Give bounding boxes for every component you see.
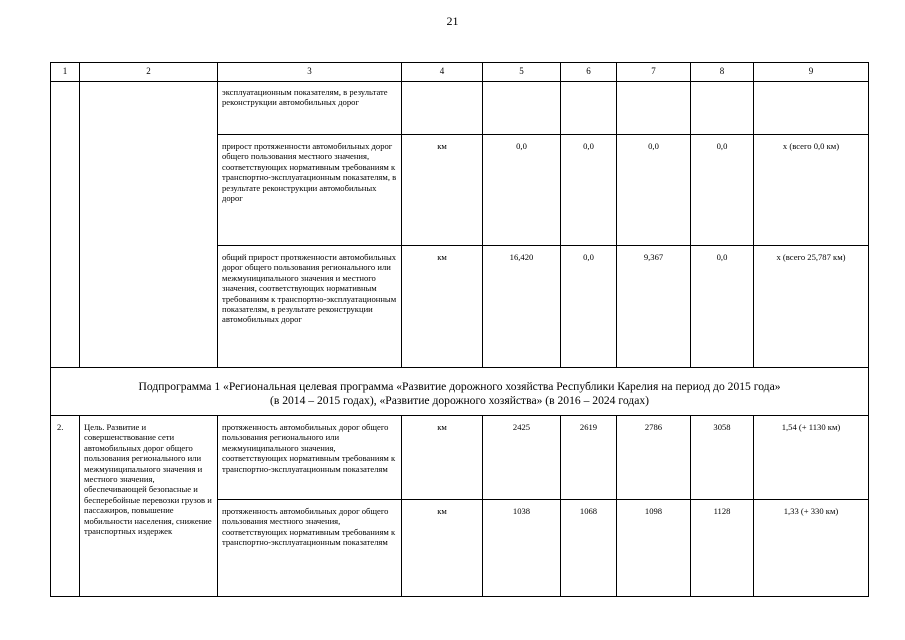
value-2014-cell: 0,0 bbox=[483, 135, 561, 246]
subprogram-heading bbox=[51, 368, 869, 416]
value-2015-cell: 2619 bbox=[561, 416, 617, 500]
column-header: 4 bbox=[402, 63, 483, 82]
subprogram-line-1: Подпрограмма 1 «Региональная целевая программа «Развитие дорожного хозяйства Республики Карелия на период до 2015 года» bbox=[138, 380, 781, 393]
unit-cell: км bbox=[402, 246, 483, 368]
value-2014-cell: 1038 bbox=[483, 500, 561, 597]
value-2014-cell bbox=[483, 82, 561, 135]
value-2017-cell: 0,0 bbox=[691, 246, 754, 368]
table-row bbox=[51, 82, 869, 135]
unit-cell: км bbox=[402, 500, 483, 597]
value-2017-cell bbox=[691, 82, 754, 135]
row-number-cell: 2. bbox=[51, 416, 80, 597]
goal-cell bbox=[80, 82, 218, 368]
page-number: 21 bbox=[446, 14, 459, 28]
value-2014-cell: 2425 bbox=[483, 416, 561, 500]
value-2017-cell: 0,0 bbox=[691, 135, 754, 246]
value-2016-cell bbox=[617, 82, 691, 135]
subprogram-row bbox=[51, 368, 869, 416]
column-header: 2 bbox=[80, 63, 218, 82]
indicator-cell: общий прирост протяженности автомобильных дорог общего пользования регионального или межмуниципального значения и местного значения, соответствующих нормативным требованиям к транспортно-эксплуатационным показателям, в результате реконструкции автомобильных дорог bbox=[218, 246, 402, 368]
column-header: 7 bbox=[617, 63, 691, 82]
row-number-cell bbox=[51, 82, 80, 368]
unit-cell: км bbox=[402, 416, 483, 500]
column-header: 3 bbox=[218, 63, 402, 82]
value-2017-cell: 1128 bbox=[691, 500, 754, 597]
indicator-cell: протяженность автомобильных дорог общего пользования регионального или межмуниципального значения, соответствующих нормативным требованиям к транспортно-эксплуатационным показателям bbox=[218, 416, 402, 500]
column-header: 1 bbox=[51, 63, 80, 82]
subprogram-line-2: (в 2014 – 2015 годах), «Развитие дорожного хозяйства» (в 2016 – 2024 годах) bbox=[269, 394, 650, 407]
unit-cell: км bbox=[402, 135, 483, 246]
total-cell: 1,54 (+ 1130 км) bbox=[754, 416, 869, 500]
total-cell: х (всего 0,0 км) bbox=[754, 135, 869, 246]
value-2015-cell bbox=[561, 82, 617, 135]
table-row bbox=[51, 416, 869, 500]
indicator-cell: эксплуатационным показателям, в результате реконструкции автомобильных дорог bbox=[218, 82, 402, 135]
column-number-row bbox=[51, 63, 869, 82]
indicators-table bbox=[50, 62, 869, 597]
goal-cell: Цель. Развитие и совершенствование сети автомобильных дорог общего пользования регионального или межмуниципального значения и местного значения, обеспечивающей безопасные и бесперебойные перевозки грузов и пассажиров, повышение мобильности населения, снижение транспортных издержек bbox=[80, 416, 218, 597]
value-2016-cell: 2786 bbox=[617, 416, 691, 500]
value-2016-cell: 9,367 bbox=[617, 246, 691, 368]
value-2015-cell: 0,0 bbox=[561, 135, 617, 246]
value-2015-cell: 1068 bbox=[561, 500, 617, 597]
value-2015-cell: 0,0 bbox=[561, 246, 617, 368]
indicator-cell: прирост протяженности автомобильных дорог общего пользования местного значения, соответствующих нормативным требованиям к транспортно-эксплуатационным показателям, в результате реконструкции автомобильных дорог bbox=[218, 135, 402, 246]
value-2016-cell: 0,0 bbox=[617, 135, 691, 246]
value-2017-cell: 3058 bbox=[691, 416, 754, 500]
total-cell: 1,33 (+ 330 км) bbox=[754, 500, 869, 597]
column-header: 9 bbox=[754, 63, 869, 82]
column-header: 5 bbox=[483, 63, 561, 82]
value-2014-cell: 16,420 bbox=[483, 246, 561, 368]
total-cell: х (всего 25,787 км) bbox=[754, 246, 869, 368]
value-2016-cell: 1098 bbox=[617, 500, 691, 597]
indicator-cell: протяженность автомобильных дорог общего пользования местного значения, соответствующих нормативным требованиям к транспортно-эксплуатационным показателям bbox=[218, 500, 402, 597]
column-header: 8 bbox=[691, 63, 754, 82]
column-header: 6 bbox=[561, 63, 617, 82]
unit-cell bbox=[402, 82, 483, 135]
total-cell bbox=[754, 82, 869, 135]
